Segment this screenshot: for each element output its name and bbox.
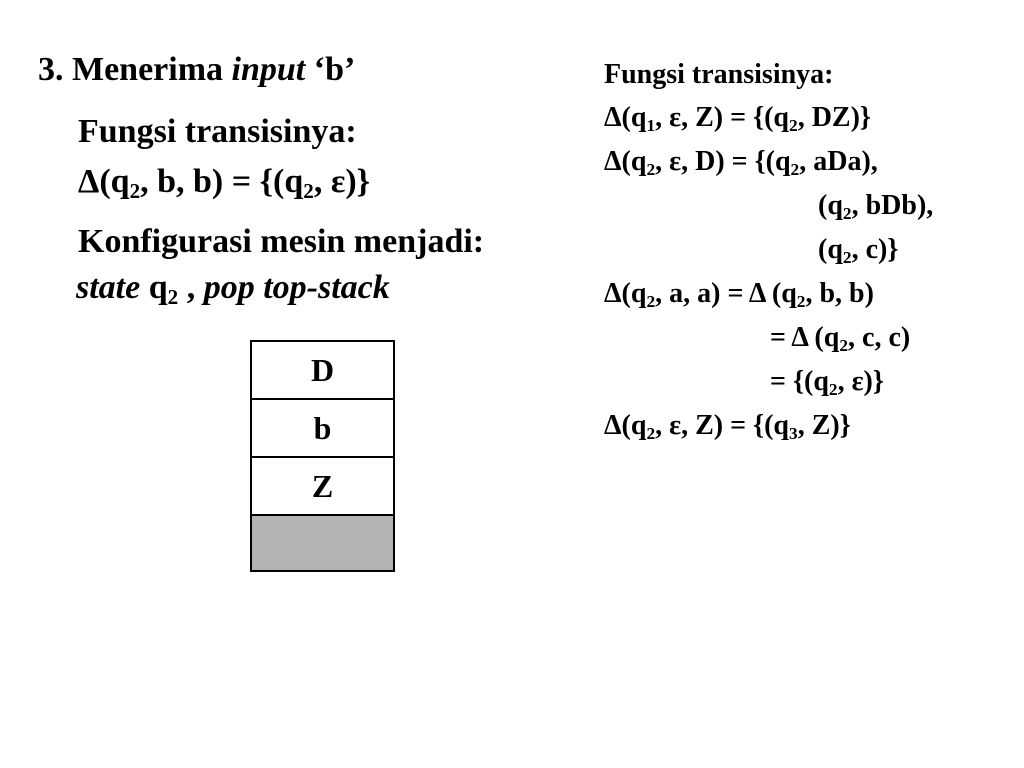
formula-part: , aDa), bbox=[799, 146, 878, 177]
delta-symbol: Δ bbox=[78, 163, 100, 200]
state-word: state bbox=[76, 269, 141, 306]
stack-cell: Z bbox=[250, 456, 395, 514]
formula-part: , ε)} bbox=[313, 163, 371, 200]
subscript: 3 bbox=[789, 423, 798, 443]
formula-part: (q bbox=[99, 163, 130, 200]
transition-line bbox=[770, 365, 884, 399]
subscript: 2 bbox=[842, 203, 852, 223]
subscript: 2 bbox=[646, 159, 656, 179]
heading-text: 3. Menerima bbox=[38, 51, 232, 88]
formula-part: (q bbox=[818, 234, 843, 265]
formula-part: Δ(q bbox=[604, 410, 647, 441]
formula-part: , c)} bbox=[851, 234, 899, 265]
subscript: 2 bbox=[839, 335, 849, 355]
config-line bbox=[76, 268, 390, 308]
transition-line bbox=[604, 101, 871, 135]
subscript: 2 bbox=[790, 159, 800, 179]
transition-heading: Fungsi transisinya: bbox=[78, 113, 357, 150]
subscript: 2 bbox=[796, 291, 806, 311]
subscript: 2 bbox=[646, 291, 656, 311]
subscript: 2 bbox=[828, 379, 838, 399]
subscript: 2 bbox=[303, 178, 314, 203]
formula-part: = Δ (q bbox=[770, 322, 840, 353]
separator: , bbox=[178, 269, 204, 306]
heading-italic-text: input bbox=[231, 51, 306, 88]
formula-part: , a, a) = Δ (q bbox=[655, 278, 797, 309]
formula-part: , Z)} bbox=[797, 410, 851, 441]
formula-part: Δ(q bbox=[604, 278, 647, 309]
formula-part: , ε, D) = {(q bbox=[655, 146, 791, 177]
formula-part: , ε, Z) = {(q bbox=[655, 410, 789, 441]
stack-action: pop top-stack bbox=[203, 269, 390, 306]
transition-line bbox=[770, 321, 910, 355]
section-heading bbox=[38, 50, 355, 90]
subscript: 2 bbox=[646, 423, 656, 443]
stack-cell: b bbox=[250, 398, 395, 456]
formula-part: , DZ)} bbox=[797, 102, 871, 133]
transition-line bbox=[604, 277, 874, 311]
state-q: q bbox=[140, 269, 168, 306]
formula-part: Δ(q bbox=[604, 146, 647, 177]
formula-part: , b, b) bbox=[805, 278, 874, 309]
formula-part: , ε)} bbox=[837, 366, 884, 397]
subscript: 2 bbox=[842, 247, 852, 267]
formula-part: (q bbox=[818, 190, 843, 221]
subscript: 2 bbox=[789, 115, 798, 135]
heading-suffix-text: ‘b’ bbox=[305, 51, 356, 88]
formula-part: , bDb), bbox=[851, 190, 934, 221]
transition-line bbox=[604, 145, 878, 179]
stack-cell-top: D bbox=[250, 340, 395, 398]
subscript: 2 bbox=[167, 284, 179, 309]
transition-formula bbox=[78, 162, 370, 202]
right-heading: Fungsi transisinya: bbox=[604, 59, 834, 90]
formula-part: , c, c) bbox=[848, 322, 911, 353]
transition-line bbox=[818, 233, 898, 267]
stack-bottom-cell bbox=[250, 514, 395, 572]
transition-line bbox=[604, 409, 851, 443]
formula-part: = {(q bbox=[770, 366, 829, 397]
formula-part: , b, b) = {(q bbox=[140, 163, 304, 200]
formula-part: Δ(q bbox=[604, 102, 647, 133]
config-heading: Konfigurasi mesin menjadi: bbox=[78, 223, 485, 260]
formula-part: , ε, Z) = {(q bbox=[655, 102, 789, 133]
subscript: 2 bbox=[129, 178, 141, 203]
stack-diagram bbox=[250, 340, 395, 572]
subscript: 1 bbox=[646, 115, 656, 135]
transition-line bbox=[818, 189, 933, 223]
